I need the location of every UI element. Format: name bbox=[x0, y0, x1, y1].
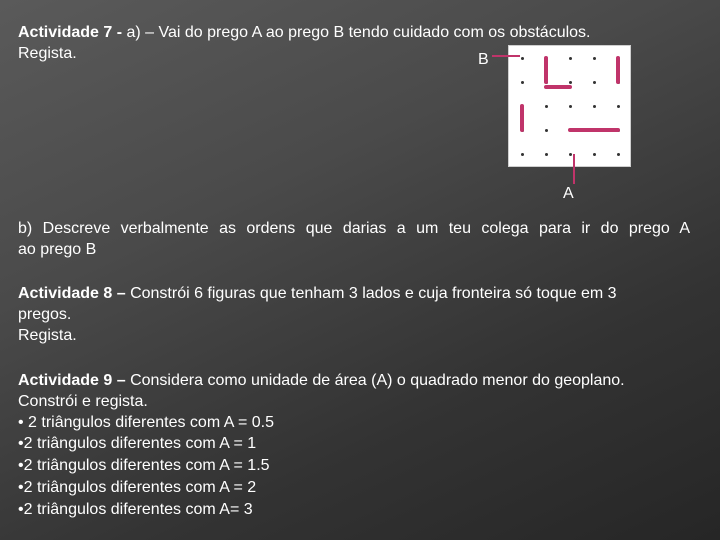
peg bbox=[593, 153, 596, 156]
activity7-registo: Regista. bbox=[18, 45, 77, 62]
obstacle-band-left-vertical bbox=[520, 104, 524, 132]
activity8-heading: Actividade 8 – bbox=[18, 285, 126, 302]
activity7-part-b-line2: ao prego B bbox=[18, 241, 97, 258]
activity8-line1-row bbox=[18, 283, 617, 304]
pointer-line-a bbox=[573, 154, 575, 184]
activity8-line3: Regista. bbox=[18, 327, 77, 344]
geoboard-diagram bbox=[508, 45, 631, 167]
activity9-line2: Constrói e regista. bbox=[18, 393, 148, 410]
activity9-line1-row bbox=[18, 370, 625, 391]
activity7-line bbox=[18, 22, 591, 43]
peg bbox=[569, 81, 572, 84]
peg bbox=[569, 57, 572, 60]
list-item: •2 triângulos diferentes com A = 2 bbox=[18, 479, 257, 496]
peg bbox=[545, 129, 548, 132]
peg bbox=[521, 153, 524, 156]
peg bbox=[569, 153, 572, 156]
peg bbox=[545, 153, 548, 156]
peg bbox=[593, 81, 596, 84]
activity9-heading: Actividade 9 – bbox=[18, 372, 126, 389]
peg bbox=[569, 105, 572, 108]
list-item: •2 triângulos diferentes com A = 1 bbox=[18, 435, 257, 452]
obstacle-band-bottom-horizontal bbox=[568, 128, 620, 132]
activity8-line2: pregos. bbox=[18, 306, 72, 323]
obstacle-band-right-vertical bbox=[616, 56, 620, 84]
peg bbox=[521, 57, 524, 60]
activity8-line1: Constrói 6 figuras que tenham 3 lados e cuja fronteira só toque em 3 bbox=[130, 285, 617, 302]
list-item: • 2 triângulos diferentes com A = 0.5 bbox=[18, 414, 274, 431]
peg bbox=[545, 105, 548, 108]
list-item: •2 triângulos diferentes com A = 1.5 bbox=[18, 457, 270, 474]
activity9-line1: Considera como unidade de área (A) o quadrado menor do geoplano. bbox=[130, 372, 625, 389]
pointer-line-b bbox=[492, 55, 520, 57]
activity7-part-b-line1: b) Descreve verbalmente as ordens que darias a um teu colega para ir do prego A bbox=[18, 220, 690, 237]
peg bbox=[521, 81, 524, 84]
activity7-part-a: a) – Vai do prego A ao prego B tendo cuidado com os obstáculos. bbox=[126, 24, 591, 41]
peg bbox=[617, 105, 620, 108]
peg-label-a: A bbox=[563, 185, 574, 202]
peg-label-b: B bbox=[478, 51, 489, 68]
peg bbox=[593, 105, 596, 108]
activity7-heading: Actividade 7 - bbox=[18, 24, 123, 41]
peg bbox=[593, 57, 596, 60]
obstacle-band-middle-horizontal bbox=[544, 85, 572, 89]
obstacle-band-top-vertical bbox=[544, 56, 548, 84]
peg bbox=[617, 153, 620, 156]
list-item: •2 triângulos diferentes com A= 3 bbox=[18, 501, 253, 518]
